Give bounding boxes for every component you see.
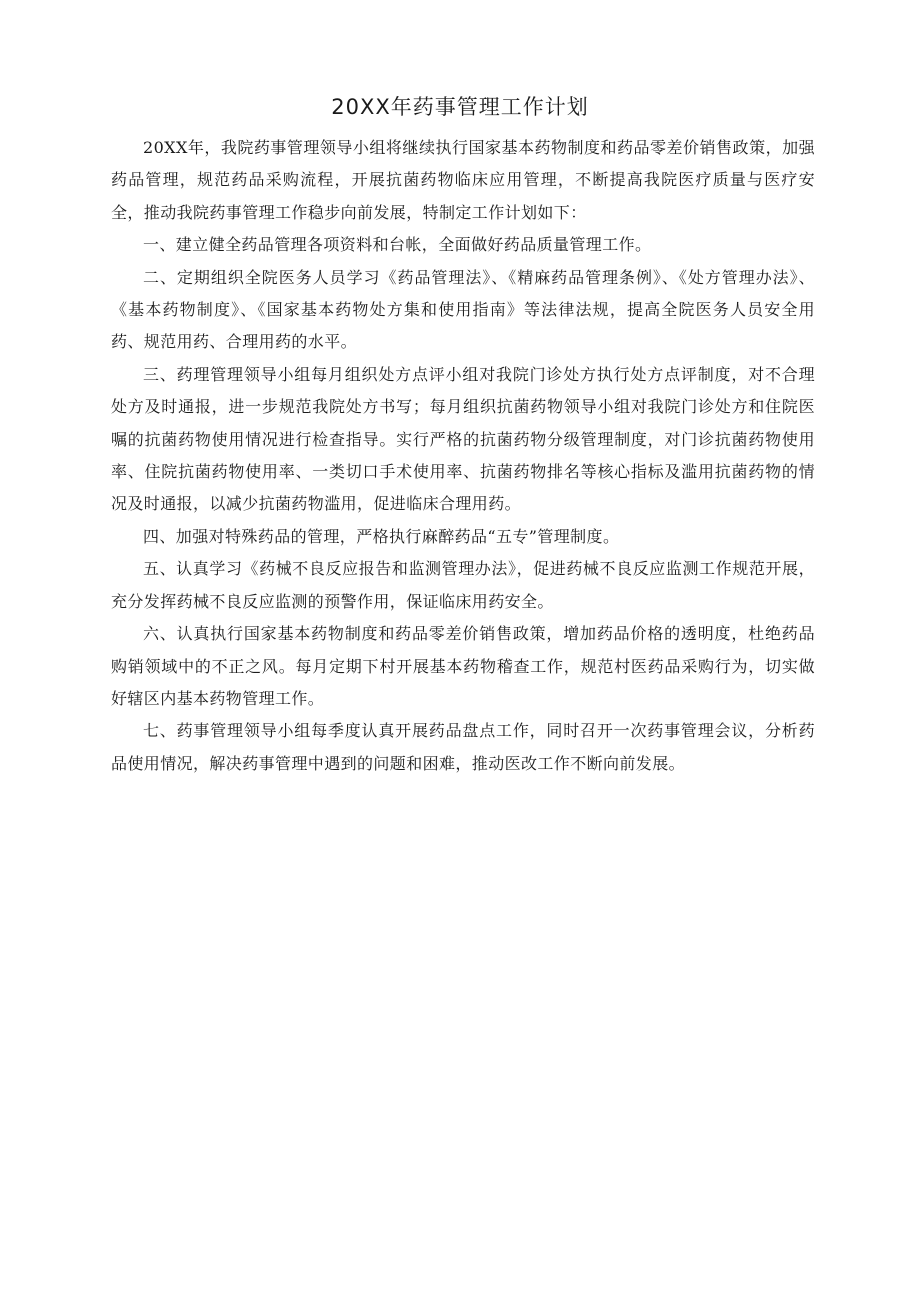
document-title: 20XX年药事管理工作计划 [331, 95, 589, 119]
item-2-paragraph: 二、定期组织全院医务人员学习《药品管理法》、《精麻药品管理条例》、《处方管理办法》、《基本药物制度》、《国家基本药物处方集和使用指南》等法律法规，提高全院医务人员安全用药、规范用药、合理用药的水平。 [111, 267, 815, 352]
item-5-paragraph: 五、认真学习《药械不良反应报告和监测管理办法》，促进药械不良反应监测工作规范开展，充分发挥药械不良反应监测的预警作用，保证临床用药安全。 [111, 559, 815, 611]
intro-paragraph: 20XX年，我院药事管理领导小组将继续执行国家基本药物制度和药品零差价销售政策，加强药品管理，规范药品采购流程，开展抗菌药物临床应用管理，不断提高我院医疗质量与医疗安全，推动我院药事管理工作稳步向前发展，特制定工作计划如下： [111, 138, 815, 222]
document-body [111, 132, 815, 780]
item-7-paragraph: 七、药事管理领导小组每季度认真开展药品盘点工作，同时召开一次药事管理会议，分析药品使用情况，解决药事管理中遇到的问题和困难，推动医改工作不断向前发展。 [111, 721, 815, 773]
item-4-paragraph: 四、加强对特殊药品的管理，严格执行麻醉药品“五专”管理制度。 [143, 526, 620, 546]
item-1-paragraph: 一、建立健全药品管理各项资料和台帐，全面做好药品质量管理工作。 [143, 235, 652, 255]
item-3-paragraph: 三、药理管理领导小组每月组织处方点评小组对我院门诊处方执行处方点评制度，对不合理处方及时通报，进一步规范我院处方书写；每月组织抗菌药物领导小组对我院门诊处方和住院医嘱的抗菌药物使用情况进行检查指导。实行严格的抗菌药物分级管理制度，对门诊抗菌药物使用率、住院抗菌药物使用率、一类切口手术使用率、抗菌药物排名等核心指标及滥用抗菌药物的情况及时通报，以减少抗菌药物滥用，促进临床合理用药。 [111, 364, 815, 514]
item-6-paragraph: 六、认真执行国家基本药物制度和药品零差价销售政策，增加药品价格的透明度，杜绝药品购销领域中的不正之风。每月定期下村开展基本药物稽查工作，规范村医药品采购行为，切实做好辖区内基本药物管理工作。 [111, 624, 815, 708]
